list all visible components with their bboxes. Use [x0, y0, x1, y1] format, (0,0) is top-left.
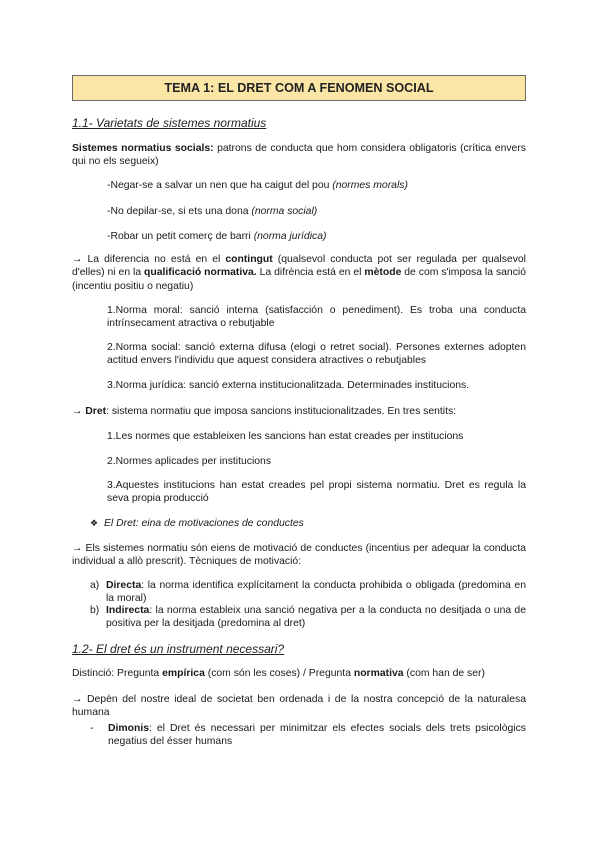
example-social-tag: (norma social)	[251, 206, 318, 217]
dimonis-term: Dimonis	[108, 723, 149, 734]
section-heading-1-2: 1.2- El dret és un instrument necessari?	[72, 642, 285, 656]
dret-sense-3: 3.Aquestes institucions han estat creades pel propi sistema normatiu. Dret es regula la seva propia producció	[107, 480, 526, 505]
technique-a-text: : la norma identifica explícitament la conducta prohibida o obligada (predomina en la moral)	[106, 580, 526, 605]
difference-paragraph	[72, 253, 526, 293]
page-title: TEMA 1: EL DRET COM A FENOMEN SOCIAL	[72, 75, 526, 101]
example-moral-text: -Negar-se a salvar un nen que ha caigut del pou	[107, 180, 333, 191]
dimonis-text: : el Dret és necessari per minimitzar els efectes socials dels trets psicològics negatius del ésser humans	[108, 723, 526, 748]
difference-text-e: La difrència está en el	[256, 267, 365, 279]
example-social-text: -No depilar-se, si ets una dona	[107, 206, 252, 217]
definition-text: patrons de conducta que hom considera obligatoris (crítica envers qui no els segueix)	[72, 143, 526, 168]
distinction-bold-empirica: empírica	[162, 668, 205, 679]
distinction-text-c: (com són les coses) / Pregunta	[204, 668, 354, 679]
motivation-bullet	[90, 517, 304, 530]
example-juridica-tag: (norma jurídica)	[253, 231, 327, 242]
difference-bold-contingut: contingut	[225, 254, 273, 265]
dimonis-item	[90, 722, 526, 749]
dret-text: : sistema normatiu que imposa sancions institucionalitzades. En tres sentits:	[106, 406, 457, 417]
technique-a	[90, 579, 526, 606]
example-juridica	[107, 230, 326, 243]
definition-paragraph	[72, 142, 526, 169]
difference-bold-metode: mètode	[364, 267, 402, 279]
example-juridica-text: -Robar un petit comerç de barri	[107, 231, 254, 242]
motivation-bullet-text: El Dret: eina de motivaciones de conductes	[104, 518, 304, 529]
example-moral	[107, 179, 408, 192]
technique-b	[90, 604, 526, 631]
dret-sense-2: 2.Normes aplicades per institucions	[107, 456, 272, 467]
definition-term: Sistemes normatius socials:	[72, 143, 214, 154]
norm-moral-item: 1.Norma moral: sanció interna (satisfacción o penediment). Es troba una conducta intrínsecament atractiva o rebutjable	[107, 305, 526, 330]
norm-social-item: 2.Norma social: sanció externa difusa (elogi o retret social). Persones externes adopten actitud envers l'individu que aquest considera atractives o rebutjables	[107, 342, 526, 367]
technique-a-body	[106, 579, 526, 606]
technique-b-term: Indirecta	[106, 605, 150, 616]
diamond-bullet-icon: ❖	[90, 518, 99, 528]
difference-text-a: → La diferencia no está en el	[72, 254, 226, 265]
dimonis-body	[108, 722, 526, 749]
technique-a-term: Directa	[106, 580, 142, 591]
dret-arrow: →	[72, 406, 86, 417]
distinction-text-a: Distinció: Pregunta	[72, 668, 163, 679]
difference-bold-qualificacio: qualificació normativa.	[144, 267, 257, 279]
difference-text-c: (qualsevol conducta pot ser regulada per qualsevol d'elles) ni en la	[72, 254, 526, 279]
difference-text-g: de com s'imposa la sanció (incentiu positiu o negatiu)	[72, 267, 526, 292]
dret-definition	[72, 405, 526, 418]
technique-b-body	[106, 604, 526, 631]
distinction-paragraph	[72, 667, 526, 680]
depen-paragraph: → Depèn del nostre ideal de societat ben ordenada i de la nostra concepció de la naturalesa humana	[72, 694, 526, 719]
dret-sense-1: 1.Les normes que estableixen les sancions han estat creades per institucions	[107, 431, 464, 442]
distinction-text-e: (com han de ser)	[403, 668, 485, 679]
dash-bullet: -	[90, 723, 94, 734]
motivation-paragraph: → Els sistemes normatiu són eiens de motivació de conductes (incentius per adequar la conducta individual a allò prescrit). Tècniques de motivació:	[72, 543, 526, 568]
example-moral-tag: (normes morals)	[332, 180, 408, 191]
technique-b-marker: b)	[90, 605, 100, 616]
example-social	[107, 205, 317, 218]
section-heading-1-1: 1.1- Varietats de sistemes normatius	[72, 116, 267, 130]
distinction-bold-normativa: normativa	[353, 668, 404, 679]
dret-term: Dret	[85, 406, 107, 417]
technique-a-marker: a)	[90, 580, 100, 591]
norm-juridica-item: 3.Norma jurídica: sanció externa institucionalitzada. Determinades institucions.	[107, 380, 470, 391]
technique-b-text: : la norma estableix una sanció negativa per a la conducta no desitjada o una de positiva per la desitjada (predomina al dret)	[106, 605, 526, 630]
